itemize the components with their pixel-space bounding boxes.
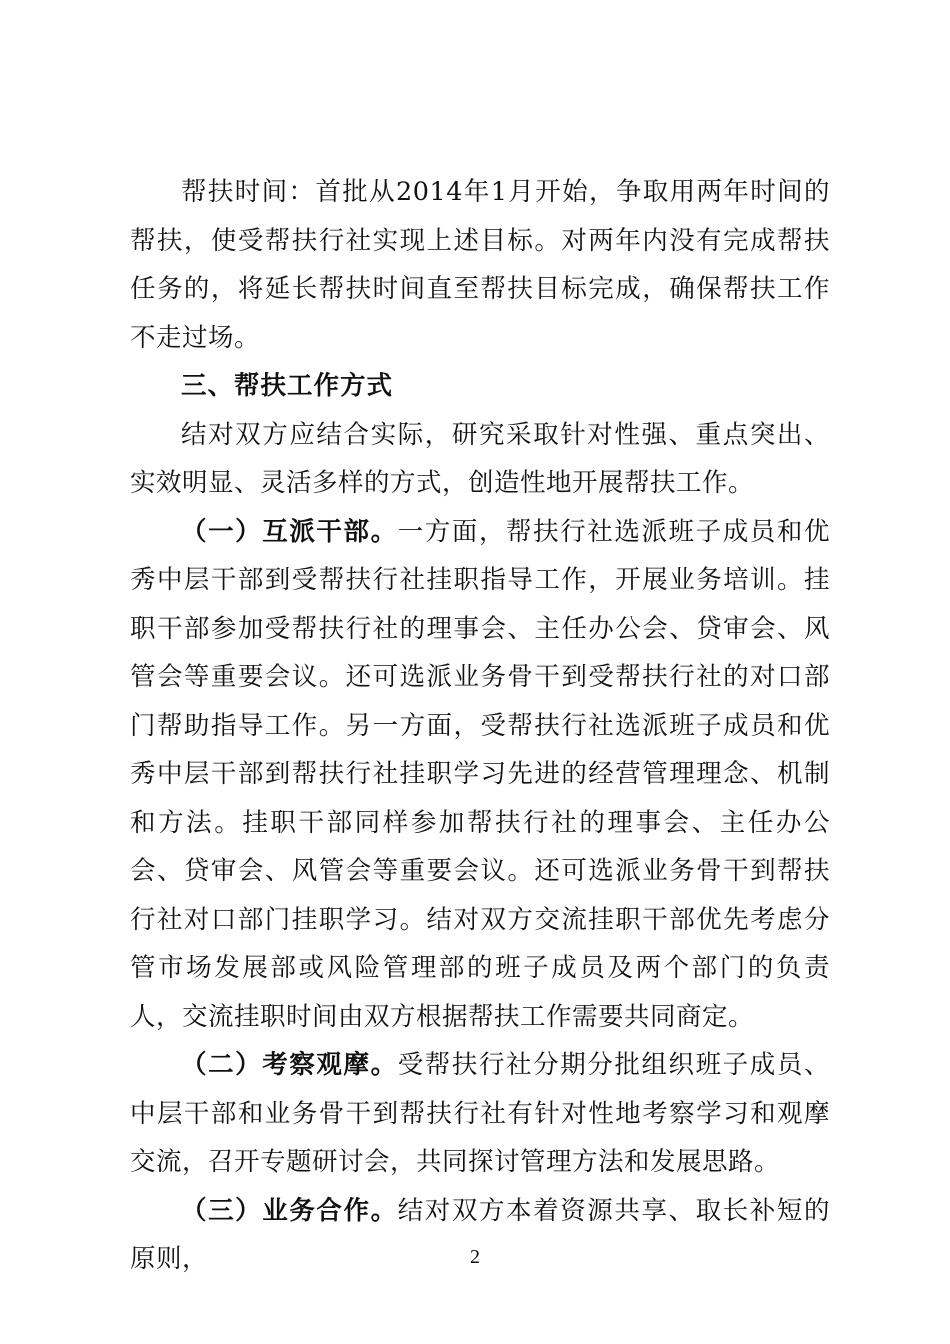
paragraph-methods-intro: 结对双方应结合实际，研究采取针对性强、重点突出、实效明显、灵活多样的方式，创造性地开展帮扶工作。 [130,419,830,498]
subsection-heading-business-cooperation: （三）业务合作。 [181,1195,398,1226]
subsection-text-business-cooperation: 结对双方本着资源共享、取长补短的原则， [130,1195,830,1274]
section-heading-support-methods: 三、帮扶工作方式 [181,371,394,401]
subsection-heading-exchange-cadres: （一）互派干部。 [181,516,398,547]
paragraph-inspection-visits [130,1041,830,1187]
paragraph-exchange-cadres [130,508,830,1042]
document-body [130,168,830,1284]
subsection-heading-inspection-visits: （二）考察观摩。 [181,1050,398,1080]
subsection-text-inspection-visits: 受帮扶行社分期分批组织班子成员、中层干部和业务骨干到帮扶行社有针对性地考察学习和观摩交流，召开专题研讨会，共同探讨管理方法和发展思路。 [130,1050,830,1177]
paragraph-support-period: 帮扶时间：首批从2014年1月开始，争取用两年时间的帮扶，使受帮扶行社实现上述目标。对两年内没有完成帮扶任务的，将延长帮扶时间直至帮扶目标完成，确保帮扶工作不走过场。 [130,177,830,353]
page-number: 2 [470,1246,480,1268]
subsection-text-exchange-cadres: 一方面，帮扶行社选派班子成员和优秀中层干部到受帮扶行社挂职指导工作，开展业务培训。挂职干部参加受帮扶行社的理事会、主任办公会、贷审会、风管会等重要会议。还可选派业务骨干到受帮扶行社的对口部门帮助指导工作。另一方面，受帮扶行社选派班子成员和优秀中层干部到帮扶行社挂职学习先进的经营管理理念、机制和方法。挂职干部同样参加帮扶行社的理事会、主任办公会、贷审会、风管会等重要会议。还可选派业务骨干到帮扶行社对口部门挂职学习。结对双方交流挂职干部优先考虑分管市场发展部或风险管理部的班子成员及两个部门的负责人，交流挂职时间由双方根据帮扶工作需要共同商定。 [130,516,830,1032]
